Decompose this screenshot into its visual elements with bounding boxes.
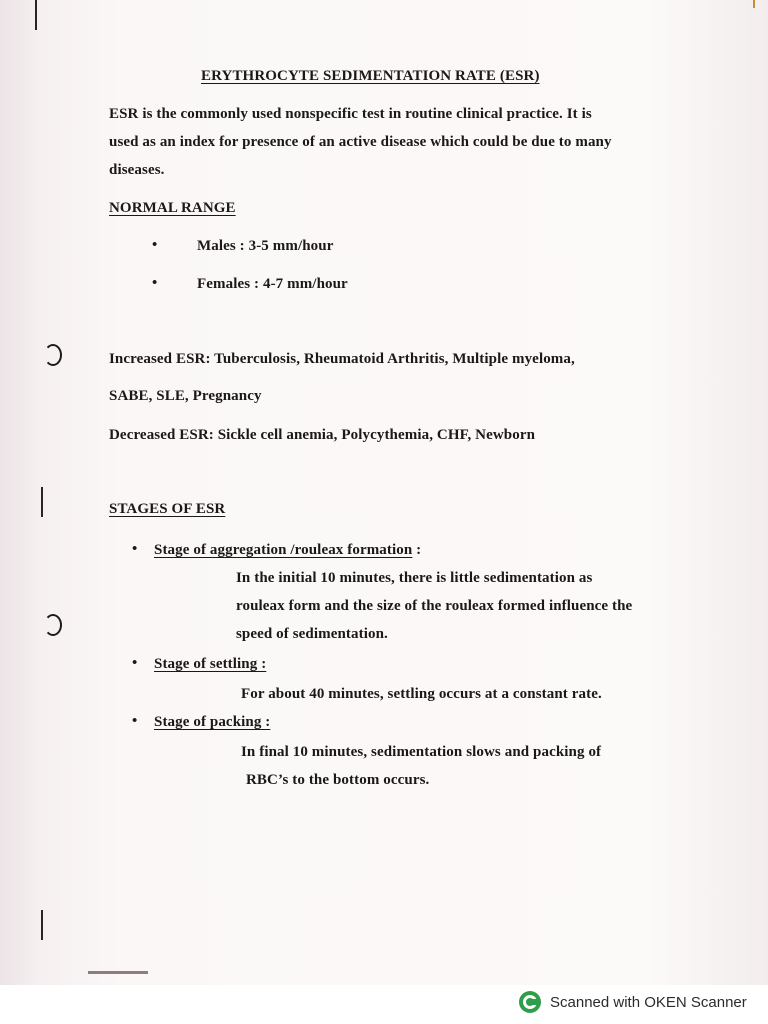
stage-title-suffix: :: [412, 542, 422, 558]
increased-esr-line: SABE, SLE, Pregnancy: [109, 388, 262, 404]
decreased-esr-line: Decreased ESR: Sickle cell anemia, Polycythemia, CHF, Newborn: [109, 427, 536, 443]
intro-line: diseases.: [109, 162, 165, 178]
scanner-watermark: [518, 989, 747, 1015]
bullet-icon: •: [132, 655, 138, 671]
bullet-icon: •: [132, 541, 138, 557]
stage-description: RBC’s to the bottom occurs.: [246, 772, 430, 788]
bullet-icon: •: [132, 713, 138, 729]
stage-title: Stage of packing :: [154, 714, 271, 730]
punch-hole-icon: [44, 344, 62, 366]
page-title: ERYTHROCYTE SEDIMENTATION RATE (ESR): [201, 68, 540, 84]
stage-description: rouleax form and the size of the rouleax formed influence the: [236, 598, 633, 614]
scanner-text: Scanned with OKEN Scanner: [550, 993, 747, 1011]
punch-hole-icon: [44, 614, 62, 636]
margin-mark: [753, 0, 755, 8]
stage-description: For about 40 minutes, settling occurs at a constant rate.: [241, 686, 602, 702]
intro-line: used as an index for presence of an active disease which could be due to many: [109, 134, 612, 150]
margin-mark: [41, 910, 43, 940]
stage-description: speed of sedimentation.: [236, 626, 388, 642]
bullet-icon: •: [152, 275, 158, 291]
normal-range-heading: NORMAL RANGE: [109, 200, 236, 216]
margin-mark: [41, 487, 43, 517]
page-edge-smudge: [88, 971, 148, 974]
margin-mark: [35, 0, 37, 30]
bullet-icon: •: [152, 237, 158, 253]
intro-line: ESR is the commonly used nonspecific test in routine clinical practice. It is: [109, 106, 592, 122]
normal-range-item: Males : 3-5 mm/hour: [197, 238, 334, 254]
increased-esr-line: Increased ESR: Tuberculosis, Rheumatoid Arthritis, Multiple myeloma,: [109, 351, 575, 367]
oken-logo-icon: [518, 990, 542, 1014]
normal-range-item: Females : 4-7 mm/hour: [197, 276, 348, 292]
stages-heading: STAGES OF ESR: [109, 501, 226, 517]
stage-description: In final 10 minutes, sedimentation slows and packing of: [241, 744, 602, 760]
stage-title-row: [154, 542, 421, 559]
stage-title: Stage of settling :: [154, 656, 267, 672]
stage-title: Stage of aggregation /rouleax formation: [154, 542, 413, 558]
stage-description: In the initial 10 minutes, there is little sedimentation as: [236, 570, 593, 586]
